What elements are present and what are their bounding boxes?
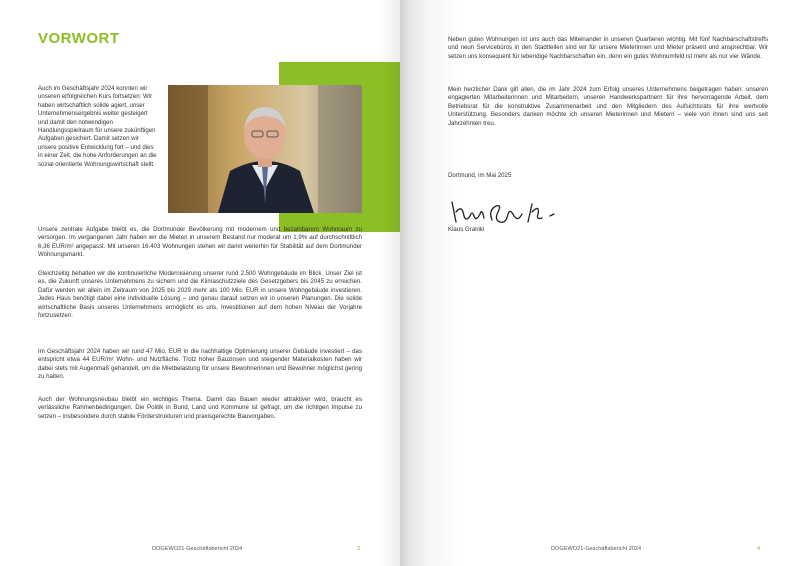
page-number-right: 4 xyxy=(757,546,761,552)
paragraph-modernization: Gleichzeitig behalten wir die kontinuierliche Modernisierung unserer rund 2.500 Wohngebäude im Blick. Unser Ziel ist es, die Zukunft unseres Unternehmens zu sichern und die Klimaschutzziele des Gesetzgebers bis 2045 zu erreichen. Dafür werden wir allein im Zeitraum von 2025 bis 2029 mehr als 100 Mio. EUR in unsere Wohngebäude investieren. Jedes Haus benötigt dabei eine individuelle Lösung – und genau darauf setzen wir in unseren Planungen. Die solide wirtschaftliche Basis unseres Unternehmens ermöglicht es uns, Investitionen auf dem hohen Niveau der Vorjahre fortzusetzen. xyxy=(38,270,362,320)
fold-shadow xyxy=(380,0,400,566)
page-title: VORWORT xyxy=(38,30,120,47)
footer-left: DOGEWO21-Geschäftsbericht 2024 xyxy=(152,546,243,552)
intro-paragraph: Auch im Geschäftsjahr 2024 konnten wir unseren erfolgreichen Kurs fortsetzen: Wir haben wirtschaftlich solide agiert, unser Unternehmensergebnis weiter gesteigert und damit den notwendigen Handlungsspielraum für unsere zukünftigen Aufgaben gesichert. Damit setzen wir unsere positive Entwicklung fort – und dies in einer Zeit, die hohe Anforderungen an die sozial orientierte Wohnungswirtschaft stellt. xyxy=(38,85,157,168)
paragraph-investment: Im Geschäftsjahr 2024 haben wir rund 47 Mio. EUR in die nachhaltige Optimierung unserer Gebäude investiert – das entspricht etwa 44 EUR/m² Wohn- und Nutzfläche. Trotz hoher Bauzinsen und steigender Materialkosten haben wir dabei stets mit Augenmaß gehandelt, um die Mietbelastung für unsere Bewohnerinnen und Bewohner möglichst gering zu halten. xyxy=(38,348,362,381)
portrait-photo xyxy=(168,85,362,213)
paragraph-new-construction: Auch der Wohnungsneubau bleibt ein wichtiges Thema. Damit das Bauen wieder attraktiver wird, braucht es verlässliche Rahmenbedingungen. Die Politik in Bund, Land und Kommune ist gefragt, um die richtigen Impulse zu setzen – insbesondere durch stabile Förderstrukturen und praxisgerechte Bauvorgaben. xyxy=(38,396,362,420)
footer-right: DOGEWO21-Geschäftsbericht 2024 xyxy=(551,546,642,552)
page-number-left: 3 xyxy=(357,546,361,552)
right-page xyxy=(400,0,800,566)
paragraph-rents: Unsere zentrale Aufgabe bleibt es, die Dortmunder Bevölkerung mit modernem und bezahlbarem Wohnraum zu versorgen. Im vergangenen Jahr haben wir die Mieten in unserem Bestand nur moderat um 1,9% auf durchschnittlich 6,36 EUR/m² angepasst. Mit unseren 16.403 Wohnungen stehen wir damit weiterhin für Stabilität auf dem Dortmunder Wohnungsmarkt. xyxy=(38,226,362,259)
place-date: Dortmund, im Mai 2025 xyxy=(448,172,512,179)
paragraph-thanks: Mein herzlicher Dank gilt allen, die im Jahr 2024 zum Erfolg unseres Unternehmens beigetragen haben: unseren engagierten Mitarbeiterinnen und Mitarbeitern, unseren Handwerkspartnern für ihre hervorragende Arbeit, dem Betriebsrat für die konstruktive Zusammenarbeit und den Mitgliedern des Aufsichtsrats für ihre wertvolle Unterstützung. Besonders danken möchte ich unseren Mieterinnen und Mietern – viele von ihnen sind uns seit Jahrzehnten treu. xyxy=(448,86,768,127)
paragraph-neighborhood: Neben guten Wohnungen ist uns auch das Miteinander in unseren Quartieren wichtig. Mit fünf Nachbarschaftstreffs und neun Servicebüros in den Stadtteilen sind wir für unsere Mieterinnen und Mieter präsent und ansprechbar. Wir setzen uns konsequent für lebendige Nachbarschaften ein, denn ein gutes Wohnumfeld ist mehr als nur vier Wände. xyxy=(448,36,768,60)
signature-image xyxy=(448,198,568,228)
signer-name: Klaus Graniki xyxy=(448,226,485,233)
